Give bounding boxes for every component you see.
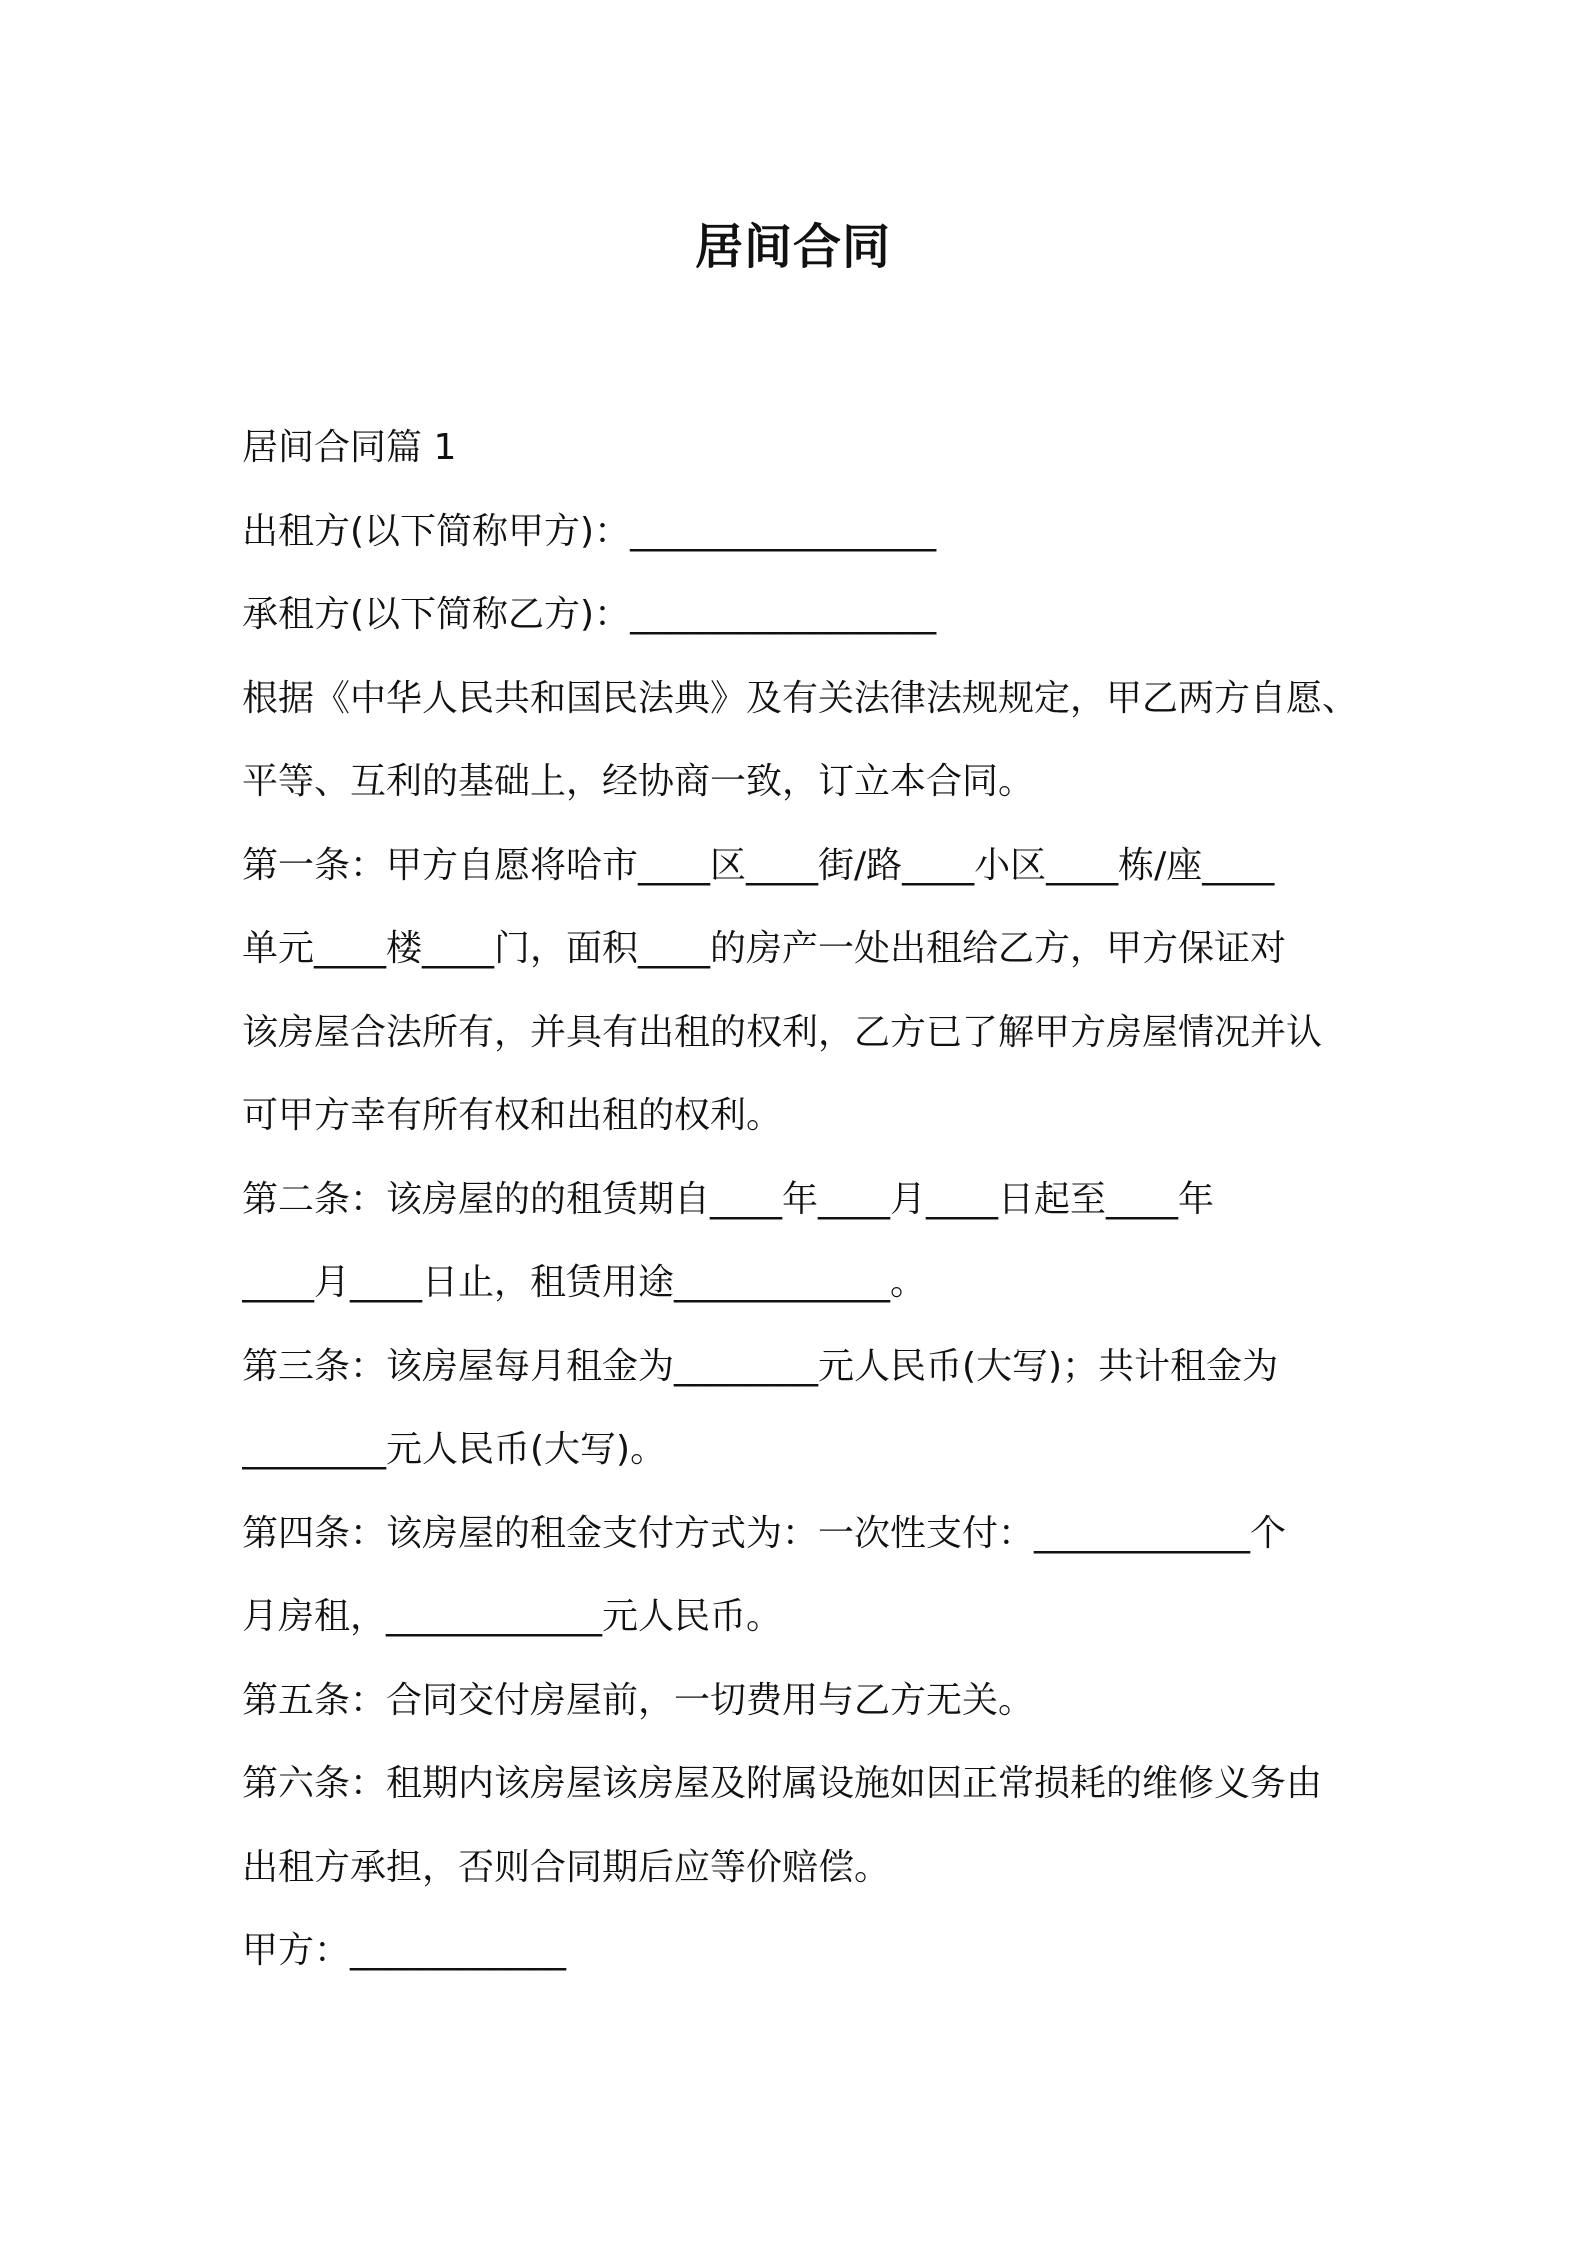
article-1-line-2: 单元____楼____门，面积____的房产一处出租给乙方，甲方保证对 (242, 928, 1287, 969)
article-1-line-4: 可甲方幸有所有权和出租的权利。 (242, 1095, 783, 1136)
article-6-line-2: 出租方承担，否则合同期后应等价赔偿。 (242, 1846, 891, 1888)
document-body (242, 406, 1362, 1993)
article-5-line-1: 第五条：合同交付房屋前，一切费用与乙方无关。 (242, 1679, 1035, 1721)
article-4-line-2: 月房租，____________元人民币。 (242, 1596, 783, 1637)
document-title: 居间合同 (694, 219, 891, 275)
section-heading: 居间合同篇 1 (242, 427, 457, 468)
article-6-line-1: 第六条：租期内该房屋该房屋及附属设施如因正常损耗的维修义务由 (242, 1763, 1323, 1804)
party-a-signature-line: 甲方：____________ (242, 1930, 567, 1971)
article-2-line-2: ____月____日止，租赁用途____________。 (242, 1262, 927, 1303)
article-3-line-1: 第三条：该房屋每月租金为________元人民币(大写)；共计租金为 (242, 1345, 1279, 1387)
lessor-line: 出租方(以下简称甲方)：_________________ (242, 510, 937, 552)
article-1-line-3: 该房屋合法所有，并具有出租的权利，乙方已了解甲方房屋情况并认 (242, 1011, 1323, 1053)
article-2-line-1: 第二条：该房屋的的租赁期自____年____月____日起至____年 (242, 1178, 1215, 1220)
preamble-line-2: 平等、互利的基础上，经协商一致，订立本合同。 (242, 761, 1035, 802)
article-3-line-2: ________元人民币(大写)。 (242, 1429, 667, 1470)
article-4-line-1: 第四条：该房屋的租金支付方式为：一次性支付：____________个 (242, 1512, 1287, 1554)
lessee-line: 承租方(以下简称乙方)：_________________ (242, 594, 937, 635)
article-1-line-1: 第一条：甲方自愿将哈市____区____街/路____小区____栋/座____ (242, 844, 1275, 886)
preamble-line-1: 根据《中华人民共和国民法典》及有关法律法规规定，甲乙两方自愿、 (242, 677, 1359, 719)
